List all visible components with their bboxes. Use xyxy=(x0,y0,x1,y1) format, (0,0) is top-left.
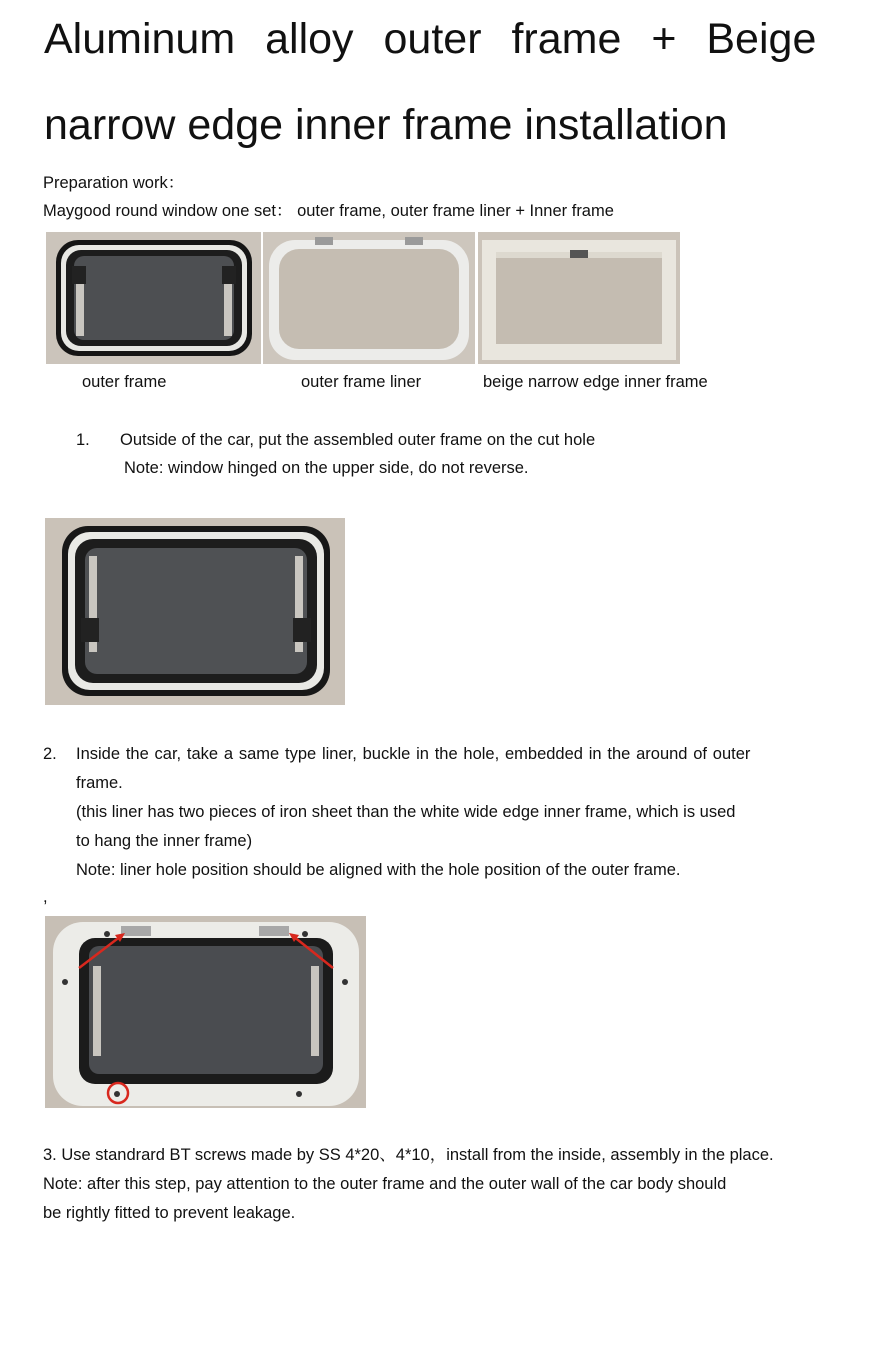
step-1-note: Note: window hinged on the upper side, do not reverse. xyxy=(124,459,529,477)
step-2-line-3: (this liner has two pieces of iron sheet than the white wide edge inner frame, which is used xyxy=(76,803,736,821)
step-3-line-2: Note: after this step, pay attention to the outer frame and the outer wall of the car body should xyxy=(43,1175,727,1193)
preparation-heading: Preparation work： xyxy=(43,174,185,192)
step-2-number: 2. xyxy=(43,745,57,763)
step-2-line-2: frame. xyxy=(76,774,123,792)
beige-inner-frame-photo xyxy=(478,232,680,364)
step-1-number: 1. xyxy=(76,431,90,449)
page-title-line-1: Aluminum alloy outer frame + Beige xyxy=(44,15,817,63)
step-3-body xyxy=(43,1141,863,1228)
outer-frame-caption: outer frame xyxy=(82,373,167,391)
step-2-line-1: Inside the car, take a same type liner, buckle in the hole, embedded in the around of outer xyxy=(76,745,751,763)
outer-frame-liner-photo xyxy=(263,232,475,364)
outer-frame-liner-caption: outer frame liner xyxy=(301,373,422,391)
page-title-line-2: narrow edge inner frame installation xyxy=(44,101,728,149)
step-1-text: Outside of the car, put the assembled outer frame on the cut hole xyxy=(120,431,596,449)
step-3-line-1: 3. Use standrard BT screws made by SS 4*20、4*10，install from the inside, assembly in the place. xyxy=(43,1146,774,1164)
beige-inner-frame-caption: beige narrow edge inner frame xyxy=(483,373,708,391)
step-2-photo xyxy=(45,916,366,1108)
step-2-body xyxy=(76,740,816,885)
outer-frame-photo xyxy=(46,232,261,364)
step-2-line-4: to hang the inner frame) xyxy=(76,832,253,850)
step-1-photo xyxy=(45,518,345,705)
step-2-note: Note: liner hole position should be aligned with the hole position of the outer frame. xyxy=(76,861,681,879)
step-3-line-3: be rightly fitted to prevent leakage. xyxy=(43,1204,296,1222)
stray-comma: , xyxy=(43,888,48,906)
window-set-description: Maygood round window one set： outer frame, outer frame liner + Inner frame xyxy=(43,202,614,220)
